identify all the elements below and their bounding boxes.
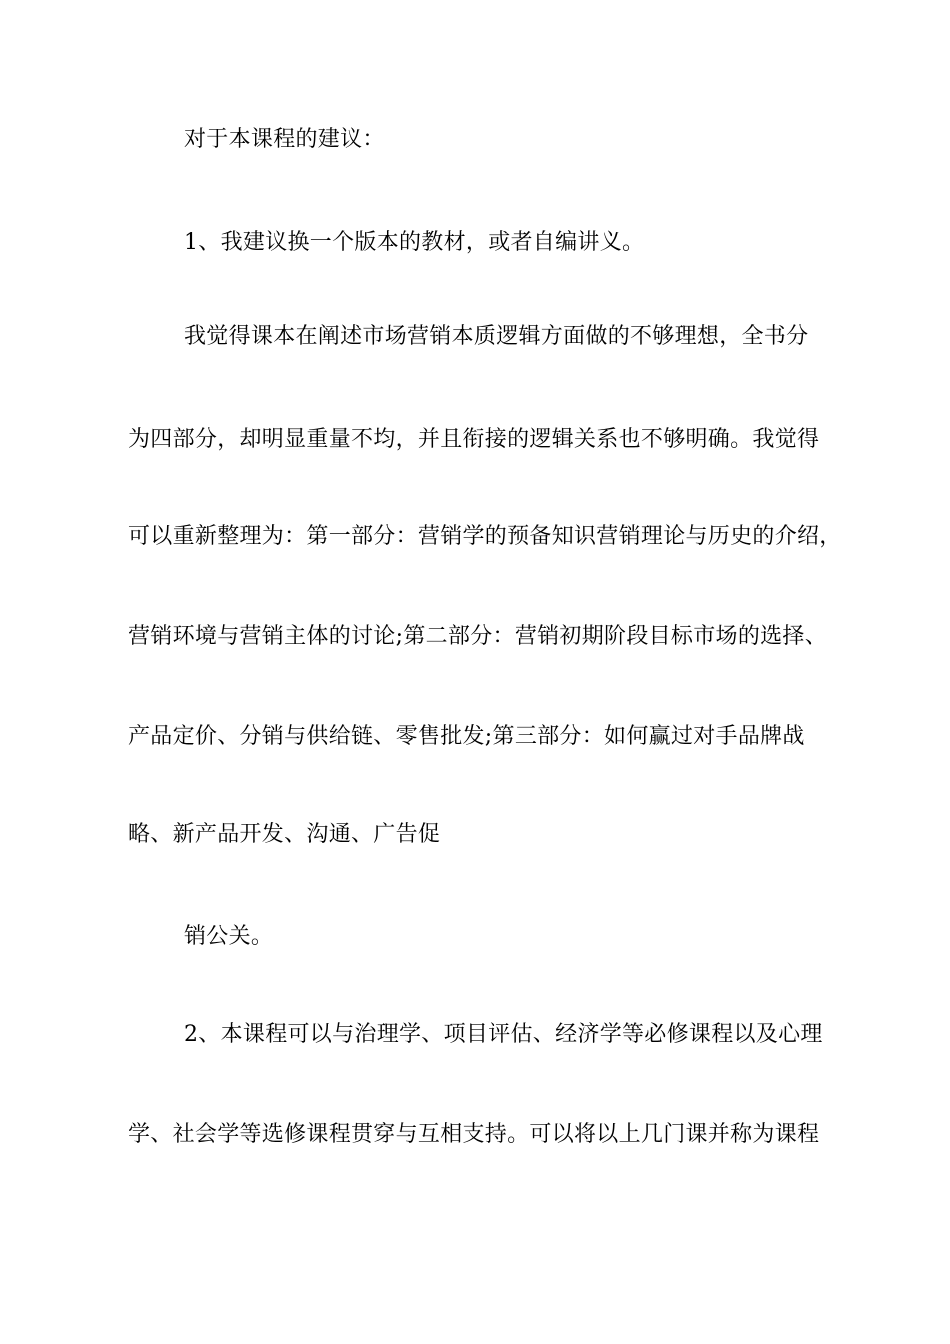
paragraph-line: 可以重新整理为：第一部分：营销学的预备知识营销理论与历史的介绍， — [128, 524, 842, 549]
paragraph-line: 略、新产品开发、沟通、广告促 — [128, 822, 441, 847]
paragraph-line: 产品定价、分销与供给链、零售批发;第三部分：如何赢过对手品牌战 — [128, 724, 805, 749]
paragraph-line: 2、本课程可以与治理学、项目评估、经济学等必修课程以及心理 — [184, 1022, 823, 1047]
paragraph-line: 学、社会学等选修课程贯穿与互相支持。可以将以上几门课并称为课程 — [128, 1122, 820, 1147]
paragraph-line: 销公关。 — [184, 924, 274, 949]
paragraph-line: 1、我建议换一个版本的教材，或者自编讲义。 — [184, 230, 645, 255]
paragraph-line: 为四部分，却明显重量不均，并且衔接的逻辑关系也不够明确。我觉得 — [128, 427, 820, 452]
heading-suggestions: 对于本课程的建议： — [184, 127, 385, 152]
paragraph-line: 营销环境与营销主体的讨论;第二部分：营销初期阶段目标市场的选择、 — [128, 624, 828, 649]
paragraph-line: 我觉得课本在阐述市场营销本质逻辑方面做的不够理想，全书分 — [184, 324, 809, 349]
